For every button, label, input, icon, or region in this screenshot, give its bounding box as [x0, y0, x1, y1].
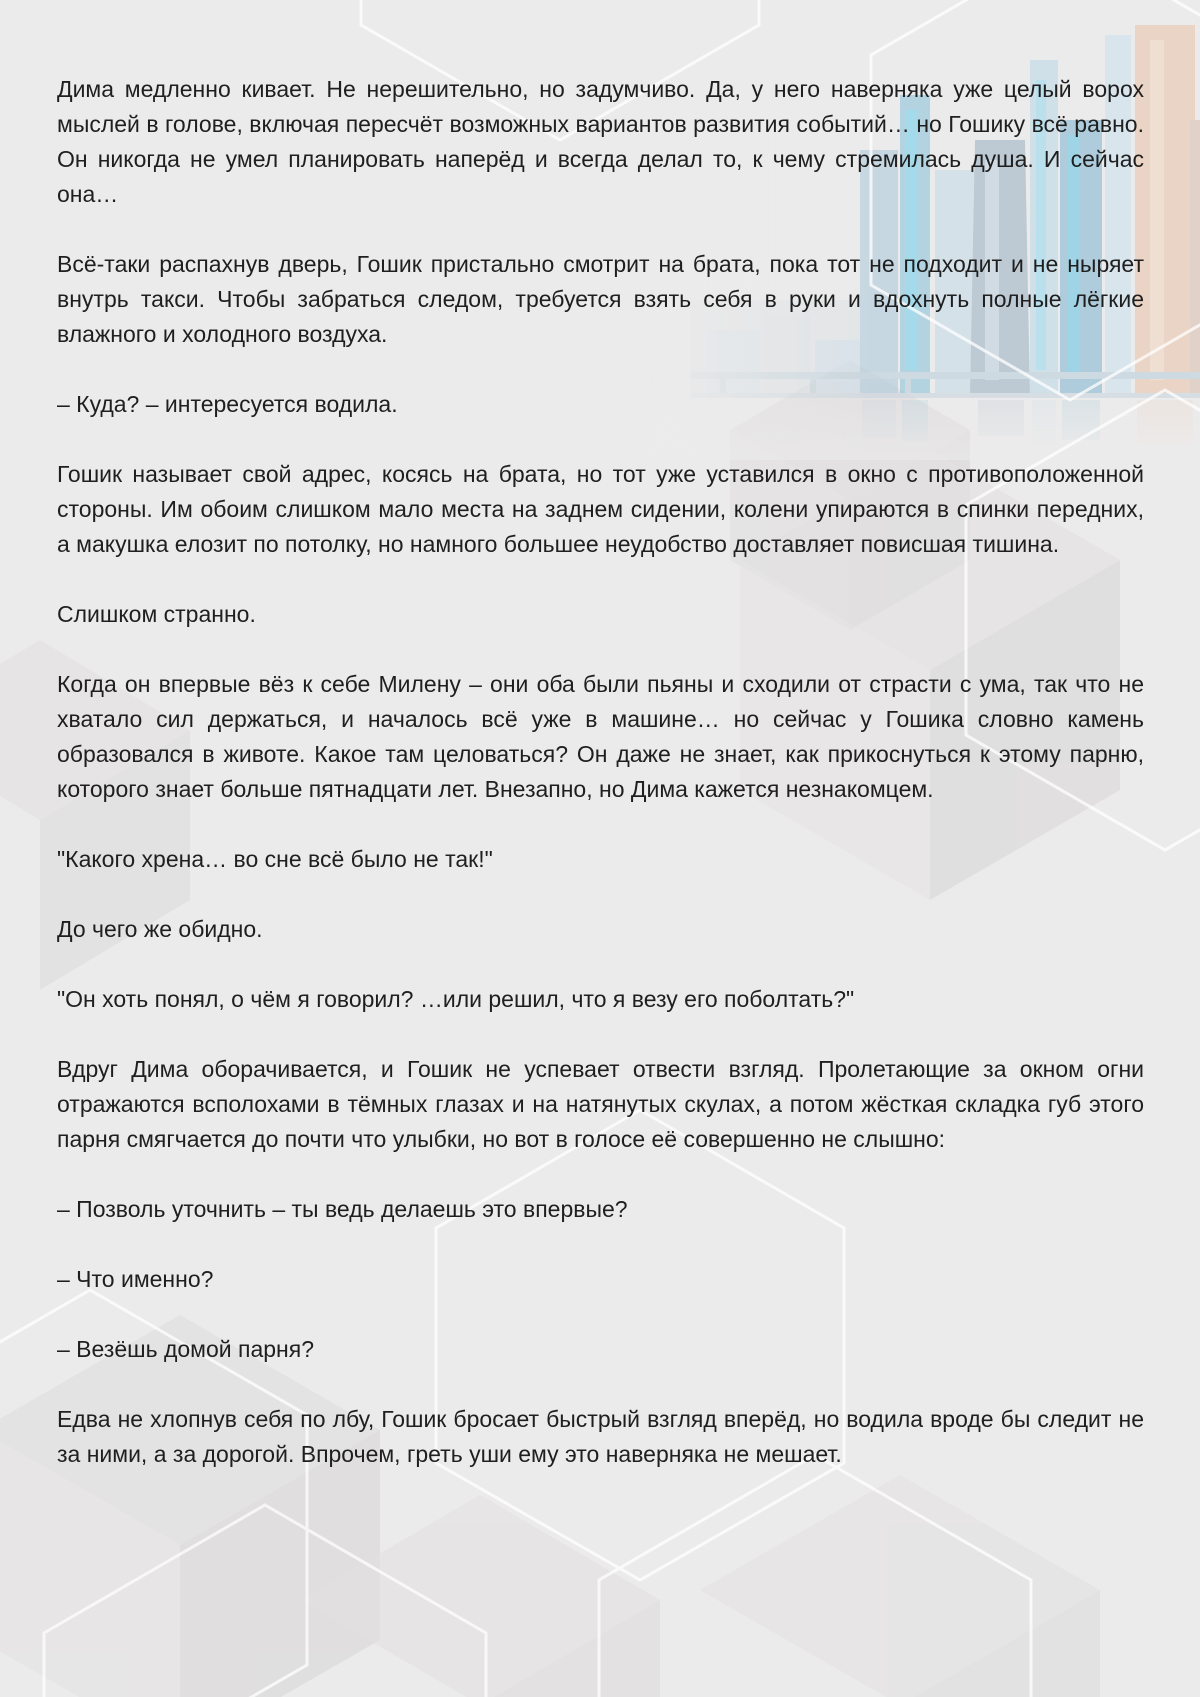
paragraph-inner-thought: "Какого хрена… во сне всё было не так!": [57, 846, 493, 872]
paragraph: Всё-таки распахнув дверь, Гошик пристально смотрит на брата, пока тот не подходит и не ныряет внутрь такси. Чтобы забраться следом, требуется взять себя в руки и вдохнуть полные лёгкие влажного и холодного воздуха.: [57, 251, 1144, 347]
paragraph: Дима медленно кивает. Не нерешительно, но задумчиво. Да, у него наверняка уже целый ворох мыслей в голове, включая пересчёт возможных вариантов развития событий… но Гошику всё равно. Он никогда не умел планировать наперёд и всегда делал то, к чему стремилась душа. И сейчас она…: [57, 76, 1144, 207]
paragraph-dialogue: – Позволь уточнить – ты ведь делаешь это впервые?: [57, 1196, 628, 1222]
paragraph: Гошик называет свой адрес, косясь на брата, но тот уже уставился в окно с противоположенной стороны. Им обоим слишком мало места на заднем сидении, колени упираются в спинки передних, а макушка елозит по потолку, но намного большее неудобство доставляет повисшая тишина.: [57, 461, 1144, 557]
paragraph-dialogue: – Куда? – интересуется водила.: [57, 391, 398, 417]
paragraph: Едва не хлопнув себя по лбу, Гошик бросает быстрый взгляд вперёд, но водила вроде бы следит не за ними, а за дорогой. Впрочем, греть уши ему это наверняка не мешает.: [57, 1406, 1144, 1467]
paragraph: До чего же обидно.: [57, 916, 263, 942]
paragraph-dialogue: – Что именно?: [57, 1266, 214, 1292]
paragraph: Когда он впервые вёз к себе Милену – они оба были пьяны и сходили от страсти с ума, так что не хватало сил держаться, и началось всё уже в машине… но сейчас у Гошика словно камень образовался в животе. Какое там целоваться? Он даже не знает, как прикоснуться к этому парню, которого знает больше пятнадцати лет. Внезапно, но Дима кажется незнакомцем.: [57, 671, 1144, 802]
paragraph: Вдруг Дима оборачивается, и Гошик не успевает отвести взгляд. Пролетающие за окном огни отражаются всполохами в тёмных глазах и на натянутых скулах, а потом жёсткая складка губ этого парня смягчается до почти что улыбки, но вот в голосе её совершенно не слышно:: [57, 1056, 1144, 1152]
paragraph-inner-thought: "Он хоть понял, о чём я говорил? …или решил, что я везу его поболтать?": [57, 986, 855, 1012]
paragraph-dialogue: – Везёшь домой парня?: [57, 1336, 315, 1362]
paragraph: Слишком странно.: [57, 601, 256, 627]
